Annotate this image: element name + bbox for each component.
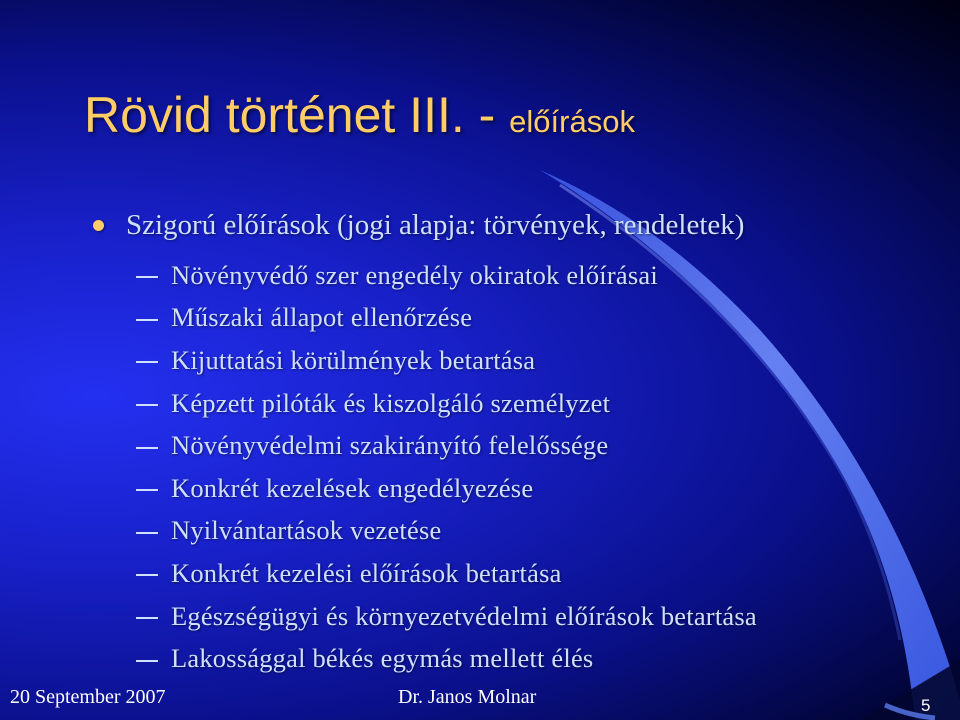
dash-icon bbox=[136, 447, 158, 449]
sub-bullet-item bbox=[136, 424, 757, 467]
bullet-dot-icon bbox=[93, 220, 104, 231]
sub-bullet-text: Növényvédő szer engedély okiratok előírásai bbox=[171, 259, 658, 290]
footer-author: Dr. Janos Molnar bbox=[398, 686, 537, 708]
sub-bullet-item bbox=[136, 467, 757, 510]
dash-icon bbox=[136, 617, 158, 619]
sub-bullet-text: Konkrét kezelések engedélyezése bbox=[171, 472, 534, 503]
dash-icon bbox=[136, 660, 158, 662]
dash-icon bbox=[136, 532, 158, 534]
sub-bullet-text: Nyilvántartások vezetése bbox=[171, 515, 442, 546]
sub-bullet-list bbox=[136, 254, 757, 680]
slide-title-sub: előírások bbox=[509, 104, 635, 139]
sub-bullet-text: Egészségügyi és környezetvédelmi előírások betartása bbox=[171, 600, 757, 631]
sub-bullet-text: Műszaki állapot ellenőrzése bbox=[171, 302, 473, 333]
page-number: 5 bbox=[921, 696, 931, 715]
sub-bullet-item bbox=[136, 254, 757, 297]
sub-bullet-text: Lakossággal békés egymás mellett élés bbox=[171, 643, 594, 674]
footer-date: 20 September 2007 bbox=[10, 686, 166, 708]
sub-bullet-item bbox=[136, 637, 757, 680]
dash-icon bbox=[136, 276, 158, 278]
sub-bullet-item bbox=[136, 510, 757, 553]
sub-bullet-item bbox=[136, 382, 757, 425]
sub-bullet-text: Konkrét kezelési előírások betartása bbox=[171, 557, 562, 588]
main-bullet-text: Szigorú előírások (jogi alapja: törvények, rendeletek) bbox=[126, 209, 745, 241]
sub-bullet-item bbox=[136, 595, 757, 638]
dash-icon bbox=[136, 404, 158, 406]
sub-bullet-text: Képzett pilóták és kiszolgáló személyzet bbox=[171, 387, 611, 418]
dash-icon bbox=[136, 361, 158, 363]
dash-icon bbox=[136, 574, 158, 576]
sub-bullet-item bbox=[136, 552, 757, 595]
main-bullet bbox=[93, 209, 744, 242]
sub-bullet-text: Kijuttatási körülmények betartása bbox=[171, 344, 536, 375]
sub-bullet-item bbox=[136, 297, 757, 340]
sub-bullet-item bbox=[136, 339, 757, 382]
sub-bullet-text: Növényvédelmi szakirányító felelőssége bbox=[171, 430, 609, 461]
dash-icon bbox=[136, 489, 158, 491]
dash-icon bbox=[136, 319, 158, 321]
slide-title-main: Rövid történet III. - bbox=[84, 87, 510, 143]
